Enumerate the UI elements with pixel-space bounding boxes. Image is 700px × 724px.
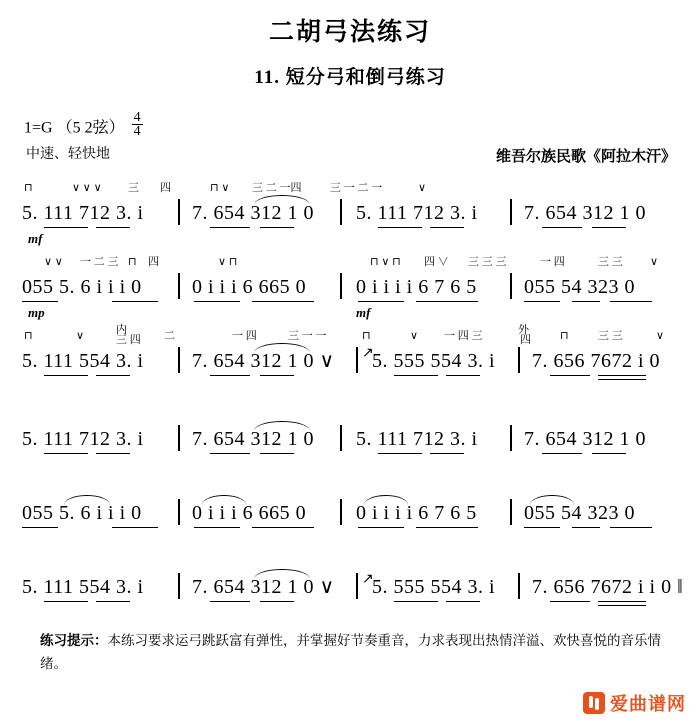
- music-system-3: [20, 324, 680, 407]
- beam-underline: [44, 601, 88, 602]
- beam-underline: [358, 527, 404, 528]
- measure-notes: 5. 111 554 3. i: [22, 576, 144, 598]
- notes-row-6: [20, 572, 684, 607]
- music-system-6: [20, 555, 684, 629]
- notes-row-4: [20, 425, 680, 459]
- beam-underline: [524, 301, 560, 302]
- notes-row-5: [20, 499, 680, 533]
- beam-underline: [524, 527, 560, 528]
- beam-underline: [96, 375, 130, 376]
- barline: [178, 347, 180, 373]
- beam-underline: [610, 301, 652, 302]
- beam-underline: [210, 453, 250, 454]
- bow-mark: ∨: [76, 330, 85, 342]
- measure-notes: 7. 656 7672 i 0: [532, 350, 661, 372]
- practice-note-text: 本练习要求运弓跳跃富有弹性，并掌握好节奏重音，力求表现出热情洋溢、欢快喜悦的音乐情绪。: [40, 633, 661, 672]
- beam-underline: [550, 601, 590, 602]
- beam-underline: [210, 601, 250, 602]
- beam-underline: [96, 453, 130, 454]
- measure-notes: 0 i i i i 6 7 6 5: [356, 276, 477, 298]
- barline: [340, 425, 342, 451]
- finger-mark: 一 四 三: [444, 330, 483, 342]
- beam-underline-2: [598, 605, 646, 606]
- barline: [510, 199, 512, 225]
- finger-mark: 四: [520, 334, 531, 346]
- practice-note-label: 练习提示：: [40, 633, 108, 649]
- barline: [518, 347, 520, 373]
- beam-underline: [260, 453, 294, 454]
- beam-underline: [542, 227, 582, 228]
- finger-mark: 四: [148, 256, 159, 268]
- measure-notes: 0 i i i 6 665 0: [192, 502, 307, 524]
- music-system-4: [20, 407, 680, 481]
- beam-underline: [194, 301, 240, 302]
- string-mark: 外: [518, 324, 529, 336]
- time-signature-numerator: 4: [133, 110, 141, 125]
- finger-mark: 三 四: [116, 334, 141, 346]
- tempo-marking: 中速、轻快地: [26, 147, 110, 162]
- beam-underline-2: [598, 379, 646, 380]
- beam-underline: [430, 227, 464, 228]
- bow-marks-row-1: [20, 181, 680, 199]
- beam-underline: [598, 601, 646, 602]
- measure-notes: 5. 111 712 3. i: [356, 428, 478, 450]
- beam-underline: [430, 453, 464, 454]
- bow-mark: ⊓ ∨: [210, 182, 230, 194]
- bow-marks-row-5: [20, 481, 680, 499]
- beam-underline: [112, 301, 158, 302]
- watermark-text: 爱曲谱网: [610, 694, 686, 714]
- measure-notes: 5. 555 554 3. i: [372, 576, 496, 598]
- notes-row-1: [20, 199, 680, 246]
- notes-row-2: [20, 273, 680, 320]
- practice-note: [40, 630, 672, 676]
- beam-underline: [210, 227, 250, 228]
- string-mark: 内: [116, 324, 127, 336]
- measure-notes: 055 54 323 0: [524, 276, 635, 298]
- measure-notes: 7. 656 7672 i i 0 ‖: [532, 576, 684, 598]
- beam-underline: [260, 227, 294, 228]
- barline: [510, 425, 512, 451]
- beam-underline: [378, 227, 422, 228]
- beam-underline: [598, 375, 646, 376]
- beam-underline: [96, 227, 130, 228]
- barline: [178, 499, 180, 525]
- beam-underline: [194, 527, 240, 528]
- bow-mark: ⊓: [128, 256, 137, 268]
- barline: [178, 425, 180, 451]
- finger-mark: 四 ∨: [424, 256, 449, 268]
- music-note-icon: [583, 692, 605, 714]
- finger-mark: 三 二 一四: [252, 182, 302, 194]
- beam-underline: [252, 527, 314, 528]
- measure-notes: 5. 111 712 3. i: [22, 202, 144, 224]
- bow-mark: ⊓: [362, 330, 371, 342]
- finger-mark: 三 三 三: [468, 256, 507, 268]
- barline: [356, 347, 358, 373]
- finger-mark: 三: [128, 182, 139, 194]
- barline: [340, 499, 342, 525]
- beam-underline: [446, 601, 480, 602]
- finger-mark: 三 三: [598, 330, 623, 342]
- measure-notes: 0 i i i i 6 7 6 5: [356, 502, 477, 524]
- beam-underline: [416, 527, 478, 528]
- measure-notes: 7. 654 312 1 0 ∨: [192, 350, 335, 372]
- beam-underline: [572, 527, 600, 528]
- beam-underline: [260, 375, 294, 376]
- bow-mark: ⊓: [24, 330, 33, 342]
- measure-notes: 055 5. 6 i i i 0: [22, 276, 142, 298]
- sheet-music-page: [0, 12, 700, 724]
- barline: [356, 573, 358, 599]
- notes-row-3: [20, 347, 680, 381]
- bow-mark: ∨: [418, 182, 427, 194]
- bow-mark: ∨: [650, 256, 659, 268]
- beam-underline: [210, 375, 250, 376]
- site-watermark: [583, 690, 686, 716]
- beam-underline: [610, 527, 652, 528]
- beam-underline: [260, 601, 294, 602]
- beam-underline: [44, 375, 88, 376]
- music-system-5: [20, 481, 680, 555]
- beam-underline: [592, 227, 626, 228]
- beam-underline: [446, 375, 480, 376]
- key-signature: 1=G （5 2弦）: [24, 119, 125, 137]
- beam-underline: [592, 453, 626, 454]
- barline: [510, 273, 512, 299]
- measure-notes: 7. 654 312 1 0: [192, 428, 314, 450]
- bow-mark: ⊓: [24, 182, 33, 194]
- beam-underline: [358, 301, 404, 302]
- composer-credit: 维吾尔族民歌《阿拉木汗》: [495, 149, 676, 165]
- finger-mark: 三 三: [598, 256, 623, 268]
- time-signature: [132, 111, 143, 139]
- bow-marks-row-6: [20, 555, 680, 573]
- beam-underline: [22, 301, 58, 302]
- measure-notes: 7. 654 312 1 0: [524, 202, 646, 224]
- bow-marks-row-2: [20, 255, 680, 273]
- beam-underline: [44, 453, 88, 454]
- bow-mark: ∨: [656, 330, 665, 342]
- key-signature-block: [24, 111, 143, 139]
- measure-notes: 5. 111 712 3. i: [22, 428, 144, 450]
- beam-underline: [96, 601, 130, 602]
- bow-mark: ∨ ∨: [44, 256, 63, 268]
- music-system-1: [20, 181, 680, 255]
- barline: [510, 499, 512, 525]
- measure-notes: 055 54 323 0: [524, 502, 635, 524]
- dynamic-marking: mf: [28, 231, 43, 246]
- beam-underline: [252, 301, 314, 302]
- measure-notes: 0 i i i 6 665 0: [192, 276, 307, 298]
- beam-underline: [394, 375, 438, 376]
- measure-notes: 055 5. 6 i i i 0: [22, 502, 142, 524]
- dynamic-marking: mp: [28, 305, 45, 320]
- finger-mark: 一 四: [232, 330, 257, 342]
- beam-underline: [572, 301, 600, 302]
- finger-mark: 一 二 三: [80, 256, 119, 268]
- beam-underline: [542, 453, 582, 454]
- measure-notes: 7. 654 312 1 0: [192, 202, 314, 224]
- barline: [518, 573, 520, 599]
- bow-mark: ⊓: [560, 330, 569, 342]
- bow-marks-row-4: [20, 407, 680, 425]
- bow-mark: ∨ ⊓: [218, 256, 238, 268]
- barline: [340, 199, 342, 225]
- finger-mark: 二: [164, 330, 175, 342]
- bow-mark: ∨ ∨ ∨: [72, 182, 102, 194]
- dynamic-marking: mf: [356, 305, 371, 320]
- finger-mark: 一 四: [540, 256, 565, 268]
- barline: [178, 573, 180, 599]
- page-title: 二胡弓法练习: [268, 19, 431, 46]
- measure-notes: 5. 555 554 3. i: [372, 350, 496, 372]
- barline: [178, 273, 180, 299]
- finger-mark: 三 一 二 一: [330, 182, 383, 194]
- barline: [340, 273, 342, 299]
- barline: [178, 199, 180, 225]
- measure-notes: 5. 111 712 3. i: [356, 202, 478, 224]
- bow-mark: ∨: [410, 330, 419, 342]
- bow-marks-row-3: [20, 324, 680, 347]
- beam-underline: [378, 453, 422, 454]
- beam-underline: [22, 527, 58, 528]
- beam-underline: [112, 527, 158, 528]
- measure-notes: 5. 111 554 3. i: [22, 350, 144, 372]
- time-signature-denominator: 4: [133, 124, 141, 140]
- beam-underline: [44, 227, 88, 228]
- beam-underline: [394, 601, 438, 602]
- finger-mark: 三 一 一: [288, 330, 327, 342]
- up-arrow-mark: ↗: [362, 572, 374, 587]
- measure-notes: 7. 654 312 1 0 ∨: [192, 576, 335, 598]
- finger-mark: 四: [160, 182, 171, 194]
- music-system-2: [20, 255, 680, 329]
- bow-mark: ⊓ ∨ ⊓: [370, 256, 401, 268]
- page-subtitle: 11. 短分弓和倒弓练习: [254, 67, 446, 88]
- score-metadata: [0, 111, 700, 181]
- beam-underline: [550, 375, 590, 376]
- up-arrow-mark: ↗: [362, 346, 374, 361]
- beam-underline: [416, 301, 478, 302]
- measure-notes: 7. 654 312 1 0: [524, 428, 646, 450]
